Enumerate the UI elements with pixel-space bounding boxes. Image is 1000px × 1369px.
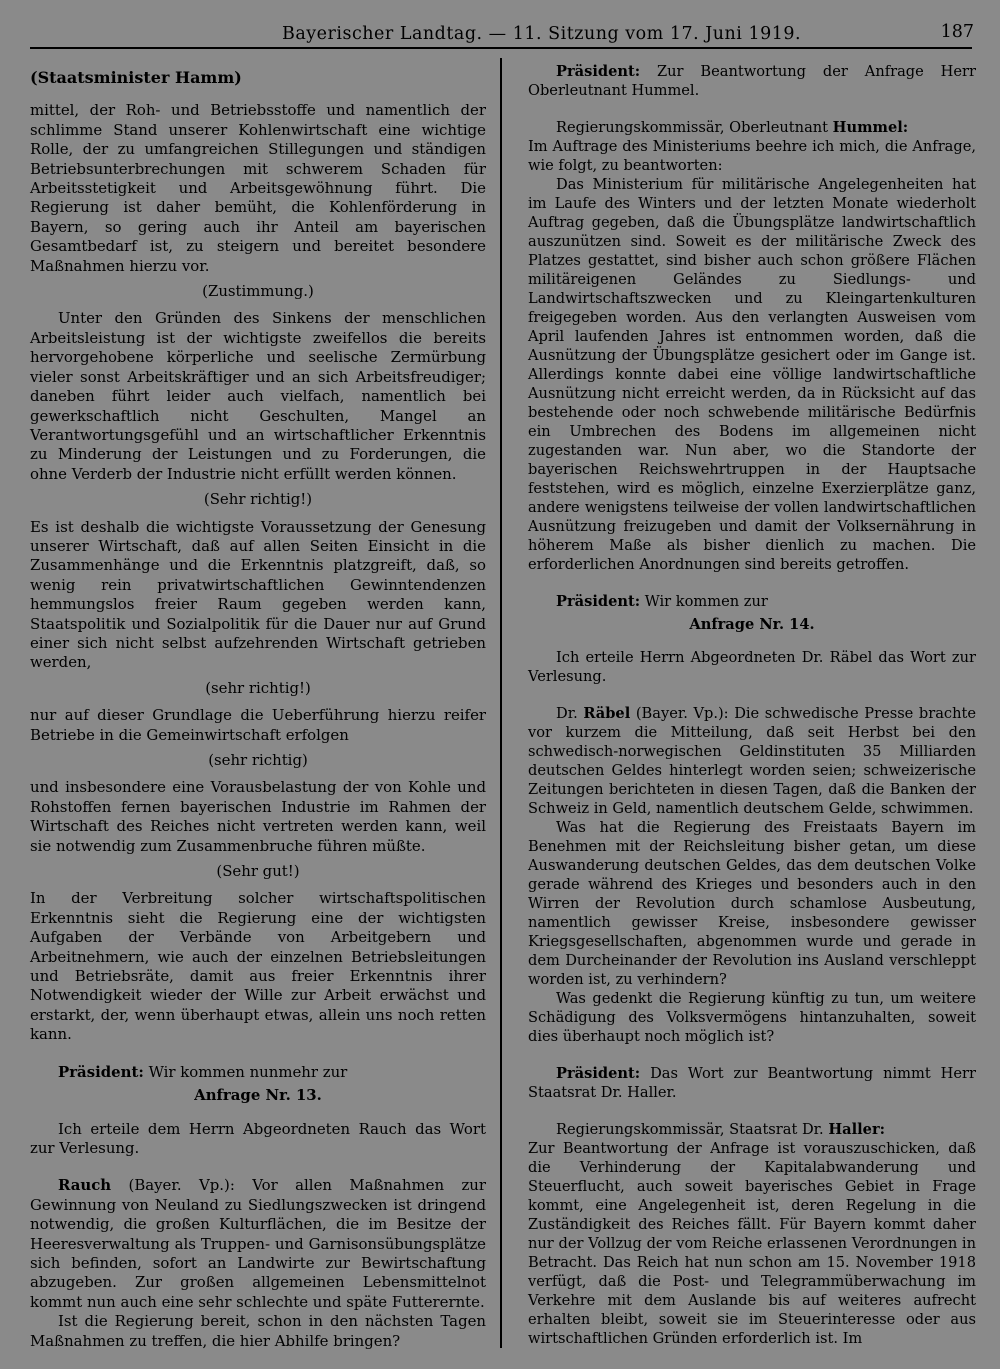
- reaction: (Zustimmung.): [202, 282, 314, 301]
- running-title: Bayerischer Landtag. — 11. Sitzung vom 17. Juni 1919.: [282, 24, 802, 44]
- speaker-party: (Bayer. Vp.):: [635, 705, 729, 722]
- reaction: (Sehr gut!): [216, 862, 300, 881]
- speaker-name: Präsident:: [556, 63, 641, 80]
- reaction: (sehr richtig): [208, 751, 308, 769]
- remark-text: Zur Beantwortung der Anfrage Herr Oberleutnant Hummel.: [528, 63, 976, 99]
- president-remark: [528, 592, 976, 611]
- speaker-line: [528, 118, 976, 137]
- paragraph: Ist die Regierung bereit, schon in den nächsten Tagen Maßnahmen zu treffen, die hier Abhilfe bringen?: [30, 1312, 486, 1350]
- speaker-role: Regierungskommissär, Oberleutnant: [556, 119, 829, 136]
- speech-text: Die schwedische Presse brachte vor kurzem die Mitteilung, daß seit Herbst bei den schwedisch-norwegischen Geldinstituten 35 Milliarden deutschen Geldes hinterlegt worden seien; schweizerische Zeitungen berichteten in diesen Tagen, daß die Banken der Schweiz in Geld, namentlich deutschem Gelde, schwimmen.: [528, 705, 976, 817]
- speaker-name: Präsident:: [556, 1065, 641, 1082]
- reaction: (sehr richtig!): [205, 678, 311, 697]
- column-divider: [500, 58, 502, 1348]
- paragraph: Was hat die Regierung des Freistaats Bayern im Benehmen mit der Reichsleitung bisher getan, um diese Auswanderung deutschen Geldes, das dem deutschen Volke gerade während des Krieges und besonders auch in den Wirren der Revolution durch schamlose Ausbeutung, namentlich gewisser Kreise, insbesondere gewisser Kriegsgesellschaften, abgenommen wurde und gerade in dem Durcheinander der Revolution ins Ausland verschleppt worden ist, zu verhindern?: [528, 819, 976, 988]
- paragraph: Unter den Gründen des Sinkens der menschlichen Arbeitsleistung ist der wichtigste zweifellos die bereits hervorgehobene körperliche und seelische Zermürbung vieler sonst Arbeitskräftiger und an sich Arbeitsfreudiger; daneben führt leider auch vielfach, namentlich bei gewerkschaftlich nicht Geschulten, Mangel an Verantwortungsgefühl und an wirtschaftlicher Erkenntnis zu Minderung der Leistungen und zu Forderungen, die ohne Verderb der Industrie nicht erfüllt werden können.: [30, 309, 486, 483]
- left-column: [30, 62, 486, 1351]
- speaker-line: [528, 1120, 976, 1139]
- header-rule: [30, 47, 972, 49]
- speaker-name: Hummel:: [832, 119, 909, 136]
- speaker-name: Räbel: [583, 705, 631, 722]
- speaker-attribution: (Staatsminister Hamm): [30, 68, 242, 87]
- speaker-name: Präsident:: [556, 593, 641, 610]
- remark-text: Wir kommen zur: [644, 593, 768, 610]
- paragraph: mittel, der Roh- und Betriebsstoffe und namentlich der schlimme Stand unserer Kohlenwirtschaft eine wichtige Rolle, der zu umfangreichen Stillegungen und ständigen Betriebsunterbrechungen mit schwerem Schaden für Arbeitsstetigkeit und Arbeitsgewöhnung führt. Die Regierung ist daher bemüht, die Kohlenförderung in Bayern, so gering auch ihr Anteil am bayerischen Gesamtbedarf ist, zu steigern und bereitet besondere Maßnahmen hierzu vor.: [30, 101, 486, 275]
- paragraph: und insbesondere eine Vorausbelastung der von Kohle und Rohstoffen fernen bayerischen Industrie im Rahmen der Wirtschaft des Reiches nicht vertreten werden kann, weil sie notwendig zum Zusammenbruche führen müßte.: [30, 778, 486, 855]
- page-header: [0, 0, 1000, 58]
- remark-text: Das Wort zur Beantwortung nimmt Herr Staatsrat Dr. Haller.: [528, 1065, 976, 1101]
- section-heading: Anfrage Nr. 13.: [194, 1086, 322, 1105]
- paragraph: Es ist deshalb die wichtigste Voraussetzung der Genesung unserer Wirtschaft, daß auf allen Seiten Einsicht in die Zusammenhänge und die Erkenntnis platzgreift, daß, so wenig rein privatwirtschaftlichen Gewinntendenzen hemmungslos freier Raum gegeben werden kann, Staatspolitik und Sozialpolitik für die Dauer nur auf Grund einer sich nicht selbst aufzehrenden Wirtschaft getrieben werden,: [30, 517, 486, 672]
- president-remark: [528, 1064, 976, 1102]
- speech-opening: [30, 1176, 486, 1312]
- paragraph: Was gedenkt die Regierung künftig zu tun, um weitere Schädigung des Volksvermögens hintanzuhalten, soweit dies überhaupt noch möglich ist?: [528, 990, 976, 1045]
- speaker-party: (Bayer. Vp.):: [128, 1176, 235, 1195]
- paragraph: Im Auftrage des Ministeriums beehre ich mich, die Anfrage, wie folgt, zu beantworten:: [528, 138, 976, 174]
- reaction: (Sehr richtig!): [203, 490, 313, 509]
- president-remark: [528, 62, 976, 100]
- remark-text: Wir kommen nunmehr zur: [148, 1062, 348, 1081]
- paragraph: nur auf dieser Grundlage die Ueberführung hierzu reifer Betriebe in die Gemeinwirtschaft erfolgen: [30, 706, 486, 744]
- president-remark: [30, 1063, 486, 1082]
- paragraph: Zur Beantwortung der Anfrage ist vorauszuschicken, daß die Verhinderung der Kapitalabwanderung und Steuerflucht, auch soweit bayerisches Gebiet in Frage kommt, eine Angelegenheit ist, deren Regelung in die Zuständigkeit des Reiches fällt. Für Bayern kommt daher nur der Vollzug der vom Reiche erlassenen Verordnungen in Betracht. Das Reich hat nun schon am 15. November 1918 verfügt, daß die Post- und Telegrammüberwachung im Verkehre mit dem Auslande bis auf weiteres aufrecht erhalten bleibt, soweit sie im Steuerinteresse oder aus wirtschaftlichen Gründen erforderlich ist. Im: [528, 1140, 976, 1347]
- paragraph: In der Verbreitung solcher wirtschaftspolitischen Erkenntnis sieht die Regierung eine der wichtigsten Aufgaben der Verbände von Arbeitgebern und Arbeitnehmern, wie auch der einzelnen Betriebsleitungen und Betriebsräte, damit aus freier Erkenntnis ihrer Notwendigkeit wieder der Wille zur Arbeit erwächst und erstarkt, der, wenn überhaupt etwas, allein uns noch retten kann.: [30, 889, 486, 1044]
- right-column: [528, 62, 976, 1348]
- paragraph: Das Ministerium für militärische Angelegenheiten hat im Laufe des Winters und der letzten Monate wiederholt Auftrag gegeben, daß die Übungsplätze landwirtschaftlich auszunützen sind. Soweit es der militärische Zweck des Platzes gestattet, sind bisher auch schon größere Flächen militäreigenen Geländes zu Siedlungs- und Landwirtschaftszwecken und zu Kleingartenkulturen freigegeben worden. Aus den verlangten Ausweisen vom April laufenden Jahres ist entnommen worden, daß die Ausnützung der Übungsplätze gesichert oder im Gange ist. Allerdings konnte dabei eine völlige landwirtschaftliche Ausnützung nicht erreicht werden, da in Rücksicht auf das bestehende oder noch schwebende militärische Bedürfnis ein Umbrechen des Bodens im allgemeinen nicht zugestanden war. Nun aber, wo die Standorte der bayerischen Reichswehrtruppen in der Hauptsache feststehen, wird es möglich, einzelne Exerzierplätze ganz, andere wenigstens teilweise der vollen landwirtschaftlichen Ausnützung freizugeben und damit der Volksernährung in höherem Maße als bisher dienlich zu machen. Die erforderlichen Anordnungen sind bereits getroffen.: [528, 176, 976, 573]
- speech-text: Vor allen Maßnahmen zur Gewinnung von Neuland zu Siedlungszwecken ist dringend notwendig, die großen Kulturflächen, die im Besitze der Heeresverwaltung als Truppen- und Garnisonsübungsplätze sich befinden, sofort an Landwirte zur Bewirtschaftung abzugeben. Zur großen allgemeinen Lebensmittelnot kommt nun auch eine sehr schlechte und späte Futterernte.: [30, 1176, 487, 1311]
- speaker-prefix: Dr.: [556, 705, 578, 722]
- speaker-name: Haller:: [828, 1121, 886, 1138]
- speech-opening: [528, 704, 976, 818]
- section-heading: Anfrage Nr. 14.: [689, 616, 815, 633]
- paragraph: Ich erteile Herrn Abgeordneten Dr. Räbel das Wort zur Verlesung.: [528, 649, 976, 685]
- page-number: 187: [940, 22, 974, 42]
- speaker-name: Rauch: [58, 1176, 112, 1195]
- speaker-role: Regierungskommissär, Staatsrat Dr.: [556, 1121, 824, 1138]
- paragraph: Ich erteile dem Herrn Abgeordneten Rauch das Wort zur Verlesung.: [30, 1119, 486, 1157]
- speaker-name: Präsident:: [58, 1062, 144, 1081]
